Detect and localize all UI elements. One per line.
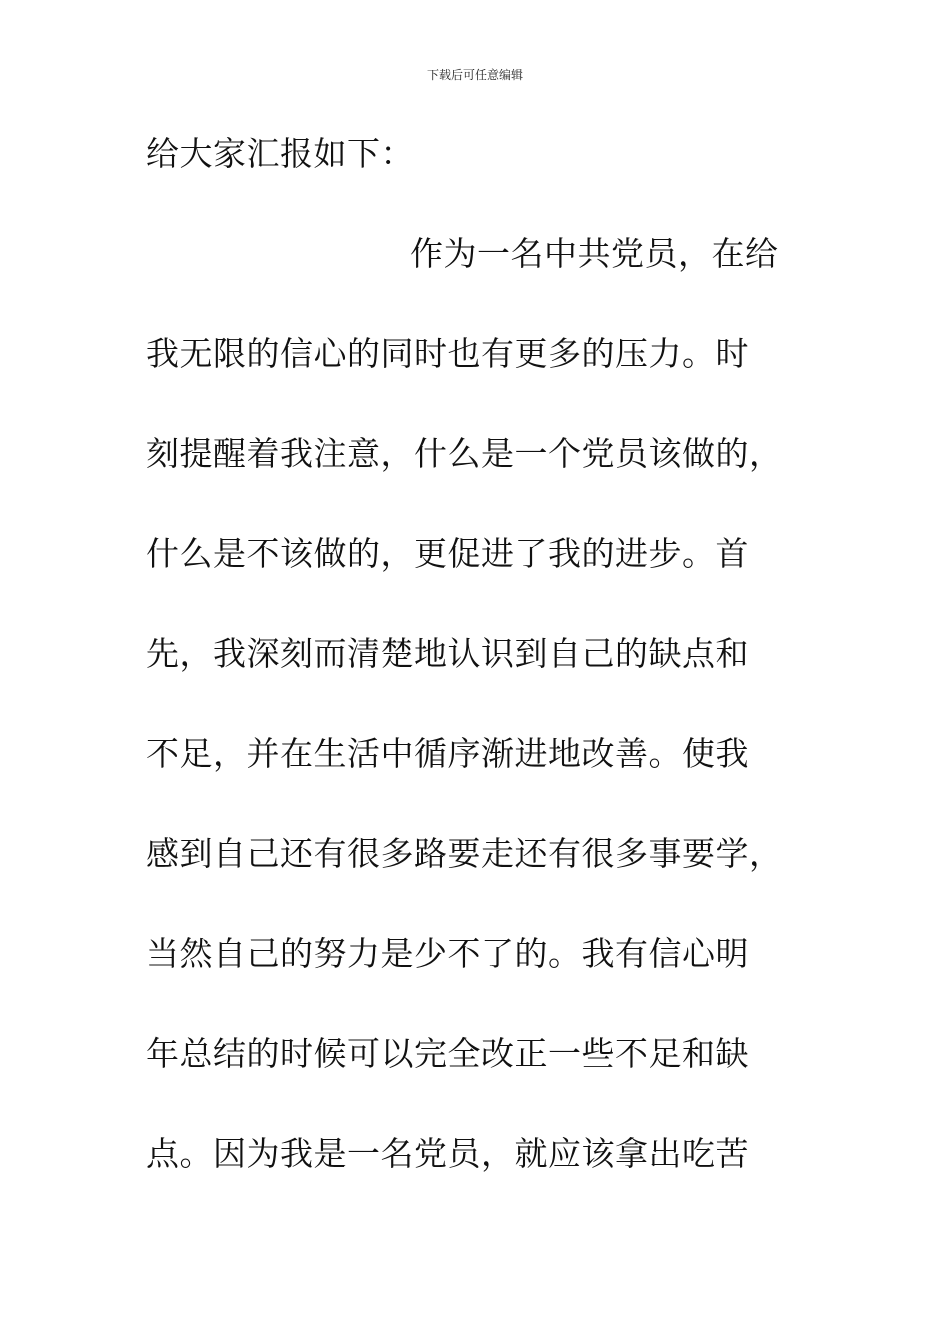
body-line-7: 不足，并在生活中循序渐进地改善。使我 — [146, 734, 749, 773]
body-line-10: 年总结的时候可以完全改正一些不足和缺 — [146, 1034, 749, 1073]
body-line-4: 刻提醒着我注意，什么是一个党员该做的， — [146, 434, 783, 473]
body-line-11: 点。因为我是一名党员，就应该拿出吃苦 — [146, 1134, 749, 1173]
page-header: 下载后可任意编辑 — [426, 68, 523, 82]
body-line-1: 给大家汇报如下： — [146, 134, 414, 173]
body-line-9: 当然自己的努力是少不了的。我有信心明 — [146, 934, 749, 973]
body-line-2: 作为一名中共党员，在给 — [410, 234, 779, 273]
body-line-6: 先，我深刻而清楚地认识到自己的缺点和 — [146, 634, 749, 673]
body-line-8: 感到自己还有很多路要走还有很多事要学， — [146, 834, 783, 873]
body-line-5: 什么是不该做的，更促进了我的进步。首 — [146, 534, 749, 573]
body-line-3: 我无限的信心的同时也有更多的压力。时 — [146, 334, 749, 373]
